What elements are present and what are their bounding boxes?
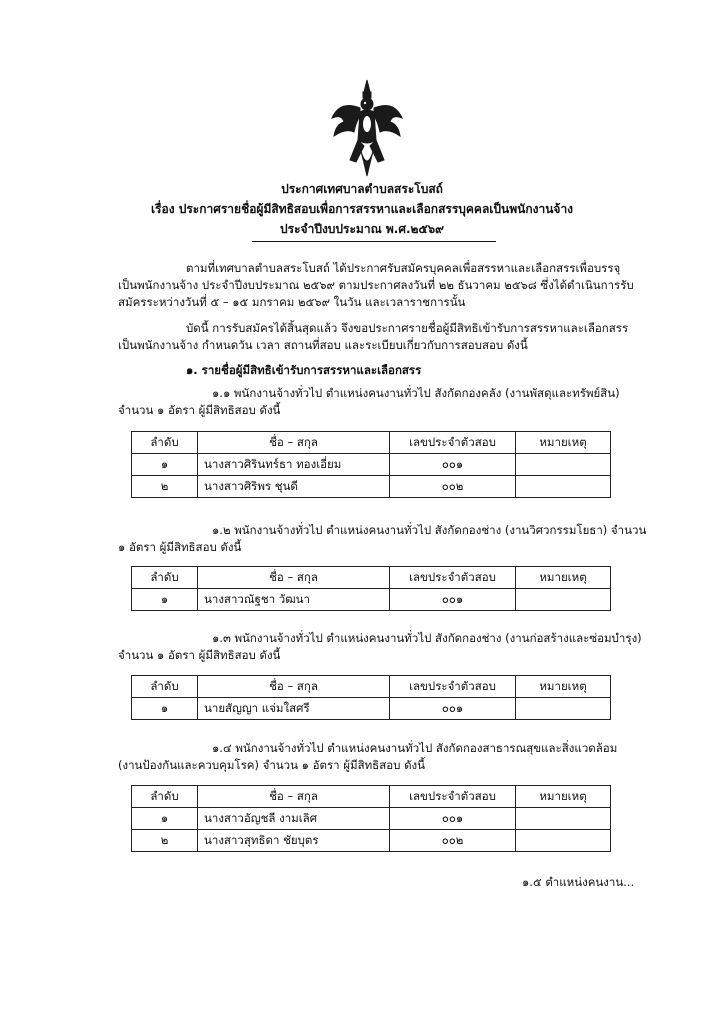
table-row	[132, 589, 611, 611]
row-name: นางสาวอัญชลี งามเลิศ	[198, 808, 390, 830]
row-order: ๑	[132, 589, 198, 611]
continuation-note: ๑.๕ ตำแหน่งคนงาน...	[522, 875, 635, 889]
intro-paragraph-2-line-2: เป็นพนักงานจ้าง กำหนดวัน เวลา สถานที่สอบ และระเบียบเกี่ยวกับการสอบสอบ ดังนี้	[118, 338, 528, 352]
garuda-emblem-icon	[330, 78, 404, 178]
intro-paragraph-2-line-1: บัดนี้ การรับสมัครได้สิ้นสุดแล้ว จึงขอประกาศรายชื่อผู้มีสิทธิเข้ารับการสรรหาและเลือกสรร	[186, 321, 629, 335]
group-1-3-line-1: ๑.๓ พนักงานจ้างทั่วไป ตำแหน่งคนงานทั่วไป สังกัดกองช่าง (งานก่อสร้างและซ่อมบำรุง)	[212, 631, 642, 645]
row-exam-no: ๐๐๑	[390, 589, 516, 611]
header-remark: หมายเหตุ	[516, 432, 611, 454]
row-remark	[516, 698, 611, 720]
row-remark	[516, 454, 611, 476]
group-1-4-line-1: ๑.๔ พนักงานจ้างทั่วไป ตำแหน่งคนงานทั่วไป สังกัดกองสาธารณสุขและสิ่งแวดล้อม	[212, 741, 618, 755]
table-row	[132, 698, 611, 720]
row-name: นางสาวสุทธิดา ชัยบุตร	[198, 830, 390, 852]
row-name: นายสัญญา แจ่มใสศรี	[198, 698, 390, 720]
header-name: ชื่อ – สกุล	[198, 567, 390, 589]
table-header-row	[132, 567, 611, 589]
row-name: นางสาวศิรินทร์ธา ทองเอี่ยม	[198, 454, 390, 476]
row-order: ๑	[132, 698, 198, 720]
fiscal-year: ประจำปีงบประมาณ พ.ศ.๒๕๖๙	[280, 222, 444, 236]
intro-paragraph-1-line-2: เป็นพนักงานจ้าง ประจำปีงบประมาณ ๒๕๖๙ ตามประกาศลงวันที่ ๒๒ ธันวาคม ๒๕๖๘ ซึ่งได้ดำเนินการรับ	[118, 278, 634, 292]
group-1-1-line-2: จำนวน ๑ อัตรา ผู้มีสิทธิสอบ ดังนี้	[118, 403, 281, 417]
table-header-row	[132, 432, 611, 454]
row-exam-no: ๐๐๒	[390, 476, 516, 498]
table-row	[132, 476, 611, 498]
row-exam-no: ๐๐๑	[390, 454, 516, 476]
group-1-3-line-2: จำนวน ๑ อัตรา ผู้มีสิทธิสอบ ดังนี้	[118, 648, 281, 662]
intro-paragraph-1-line-1: ตามที่เทศบาลตำบลสระโบสถ์ ได้ประกาศรับสมัครบุคคลเพื่อสรรหาและเลือกสรรเพื่อบรรจุ	[186, 261, 621, 275]
section-1-title: ๑. รายชื่อผู้มีสิทธิเข้ารับการสรรหาและเลือกสรร	[186, 363, 422, 377]
header-exam-no: เลขประจำตัวสอบ	[390, 567, 516, 589]
row-remark	[516, 589, 611, 611]
table-row	[132, 830, 611, 852]
row-exam-no: ๐๐๒	[390, 830, 516, 852]
row-exam-no: ๐๐๑	[390, 698, 516, 720]
candidates-table-1-2	[131, 566, 611, 611]
header-name: ชื่อ – สกุล	[198, 432, 390, 454]
row-name: นางสาวศิริพร ชุนดี	[198, 476, 390, 498]
row-remark	[516, 808, 611, 830]
announcement-subject: เรื่อง ประกาศรายชื่อผู้มีสิทธิสอบเพื่อการสรรหาและเลือกสรรบุคคลเป็นพนักงานจ้าง	[150, 202, 574, 216]
row-order: ๑	[132, 808, 198, 830]
row-exam-no: ๐๐๑	[390, 808, 516, 830]
header-divider	[252, 241, 496, 242]
group-1-2-line-1: ๑.๒ พนักงานจ้างทั่วไป ตำแหน่งคนงานทั่วไป สังกัดกองช่าง (งานวิศวกรรมโยธา) จำนวน	[212, 523, 647, 537]
header-remark: หมายเหตุ	[516, 567, 611, 589]
row-remark	[516, 830, 611, 852]
candidates-table-1-4	[131, 785, 611, 852]
header-remark: หมายเหตุ	[516, 786, 611, 808]
row-order: ๒	[132, 830, 198, 852]
office-title: ประกาศเทศบาลตำบลสระโบสถ์	[281, 182, 443, 196]
header-exam-no: เลขประจำตัวสอบ	[390, 676, 516, 698]
candidates-table-1-3	[131, 675, 611, 720]
header-remark: หมายเหตุ	[516, 676, 611, 698]
table-header-row	[132, 786, 611, 808]
row-name: นางสาวณัฐชา วัฒนา	[198, 589, 390, 611]
header-order: ลำดับ	[132, 567, 198, 589]
row-order: ๒	[132, 476, 198, 498]
header-name: ชื่อ – สกุล	[198, 786, 390, 808]
header-order: ลำดับ	[132, 786, 198, 808]
intro-paragraph-1-line-3: สมัครระหว่างวันที่ ๕ – ๑๕ มกราคม ๒๕๖๙ ในวัน และเวลาราชการนั้น	[118, 295, 466, 309]
row-remark	[516, 476, 611, 498]
candidates-table-1-1	[131, 431, 611, 498]
header-order: ลำดับ	[132, 676, 198, 698]
group-1-1-line-1: ๑.๑ พนักงานจ้างทั่วไป ตำแหน่งคนงานทั่วไป สังกัดกองคลัง (งานพัสดุและทรัพย์สิน)	[212, 386, 620, 400]
header-name: ชื่อ – สกุล	[198, 676, 390, 698]
header-exam-no: เลขประจำตัวสอบ	[390, 786, 516, 808]
group-1-4-line-2: (งานป้องกันและควบคุมโรค) จำนวน ๑ อัตรา ผู้มีสิทธิสอบ ดังนี้	[118, 758, 426, 772]
group-1-2-line-2: ๑ อัตรา ผู้มีสิทธิสอบ ดังนี้	[118, 540, 242, 554]
table-header-row	[132, 676, 611, 698]
header-order: ลำดับ	[132, 432, 198, 454]
table-row	[132, 808, 611, 830]
header-exam-no: เลขประจำตัวสอบ	[390, 432, 516, 454]
row-order: ๑	[132, 454, 198, 476]
table-row	[132, 454, 611, 476]
